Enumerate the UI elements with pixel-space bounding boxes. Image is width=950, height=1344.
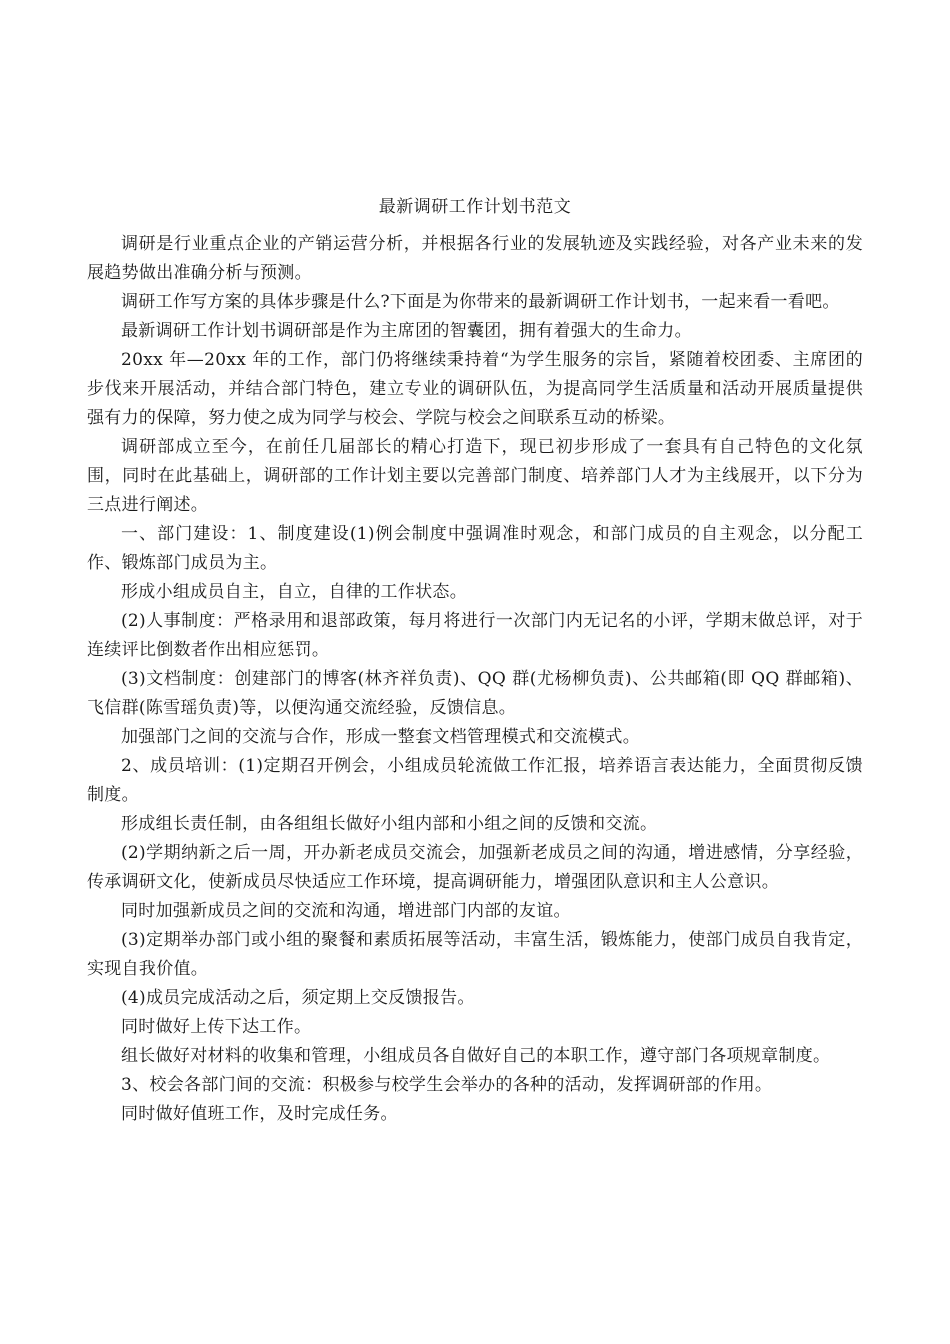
paragraph-15: (3)定期举办部门或小组的聚餐和素质拓展等活动，丰富生活，锻炼能力，使部门成员自我肯定，实现自我价值。 (87, 930, 863, 979)
paragraph-11: 2、成员培训：(1)定期召开例会，小组成员轮流做工作汇报，培养语言表达能力，全面贯彻反馈制度。 (87, 756, 863, 805)
paragraph-19: 3、校会各部门间的交流：积极参与校学生会举办的各种的活动，发挥调研部的作用。 (121, 1075, 773, 1095)
paragraph-10: 加强部门之间的交流与合作，形成一整套文档管理模式和交流模式。 (121, 727, 640, 747)
document-body (87, 193, 863, 1129)
paragraph-20: 同时做好值班工作，及时完成任务。 (121, 1104, 398, 1124)
paragraph-4: 20xx 年—20xx 年的工作，部门仍将继续秉持着“为学生服务的宗旨，紧随着校团委、主席团的步伐来开展活动，并结合部门特色，建立专业的调研队伍，为提高同学生活质量和活动开展质量提供强有力的保障，努力使之成为同学与校会、学院与校会之间联系互动的桥梁。 (87, 350, 863, 428)
paragraph-3: 最新调研工作计划书调研部是作为主席团的智囊团，拥有着强大的生命力。 (121, 321, 692, 341)
paragraph-18: 组长做好对材料的收集和管理，小组成员各自做好自己的本职工作，遵守部门各项规章制度。 (121, 1046, 831, 1066)
paragraph-6: 一、部门建设：1、制度建设(1)例会制度中强调准时观念，和部门成员的自主观念，以分配工作、锻炼部门成员为主。 (87, 524, 863, 573)
paragraph-7: 形成小组成员自主，自立，自律的工作状态。 (121, 582, 467, 602)
document-title: 最新调研工作计划书范文 (378, 197, 572, 217)
paragraph-12: 形成组长责任制，由各组组长做好小组内部和小组之间的反馈和交流。 (121, 814, 658, 834)
paragraph-5: 调研部成立至今，在前任几届部长的精心打造下，现已初步形成了一套具有自己特色的文化氛围，同时在此基础上，调研部的工作计划主要以完善部门制度、培养部门人才为主线展开，以下分为三点进行阐述。 (87, 437, 863, 515)
paragraph-16: (4)成员完成活动之后，须定期上交反馈报告。 (121, 988, 475, 1008)
paragraph-2: 调研工作写方案的具体步骤是什么?下面是为你带来的最新调研工作计划书，一起来看一看吧。 (121, 292, 840, 312)
paragraph-13: (2)学期纳新之后一周，开办新老成员交流会，加强新老成员之间的沟通，增进感情，分享经验，传承调研文化，使新成员尽快适应工作环境，提高调研能力，增强团队意识和主人公意识。 (87, 843, 863, 892)
paragraph-8: (2)人事制度：严格录用和退部政策，每月将进行一次部门内无记名的小评，学期末做总评，对于连续评比倒数者作出相应惩罚。 (87, 611, 863, 660)
paragraph-1: 调研是行业重点企业的产销运营分析，并根据各行业的发展轨迹及实践经验，对各产业未来的发展趋势做出准确分析与预测。 (87, 234, 863, 283)
paragraph-17: 同时做好上传下达工作。 (121, 1017, 312, 1037)
paragraph-14: 同时加强新成员之间的交流和沟通，增进部门内部的友谊。 (121, 901, 571, 921)
paragraph-9: (3)文档制度：创建部门的博客(林齐祥负责)、QQ 群(尤杨柳负责)、公共邮箱(即 QQ 群邮箱)、飞信群(陈雪瑶负责)等，以便沟通交流经验，反馈信息。 (87, 669, 863, 718)
